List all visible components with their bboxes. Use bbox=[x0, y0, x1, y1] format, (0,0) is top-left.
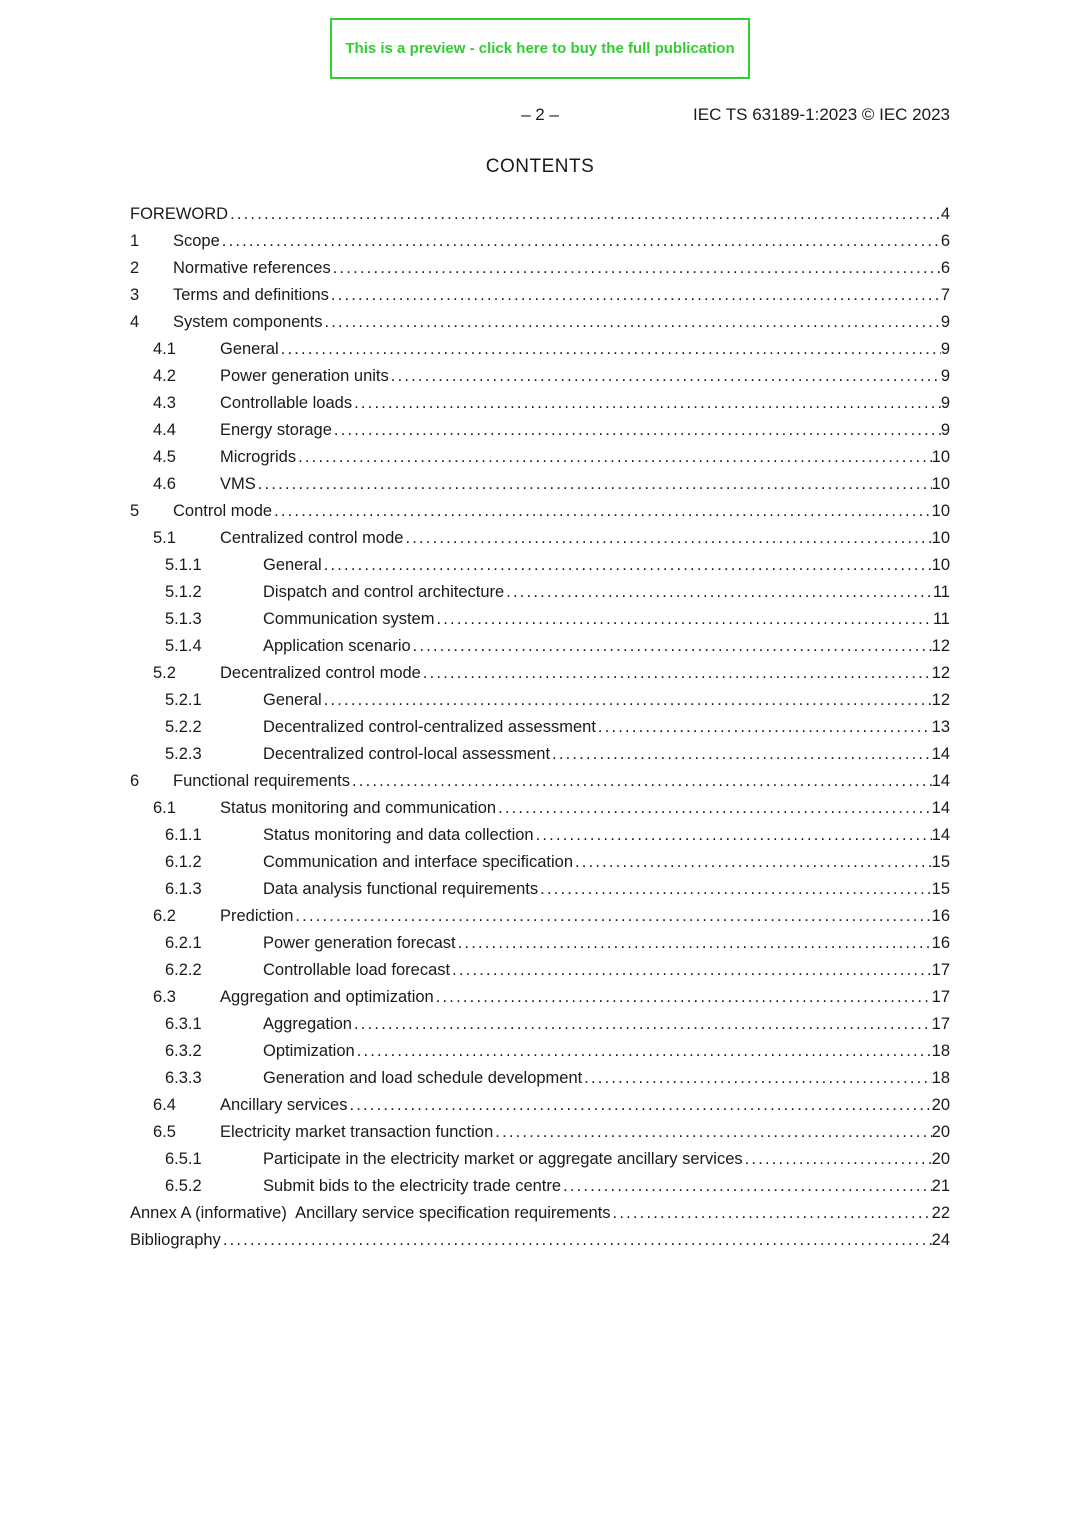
toc-dot-leader bbox=[496, 795, 932, 822]
toc-dot-leader bbox=[534, 822, 932, 849]
toc-entry-number: 5.1.4 bbox=[165, 637, 202, 655]
toc-entry bbox=[130, 768, 950, 795]
toc-dot-leader bbox=[561, 1173, 932, 1200]
toc-entry bbox=[130, 1011, 950, 1038]
toc-entry bbox=[130, 201, 950, 228]
toc-entry-title: Electricity market transaction function bbox=[220, 1123, 494, 1141]
toc-dot-leader bbox=[322, 309, 940, 336]
toc-entry-title: Scope bbox=[173, 232, 220, 250]
toc-entry-title: Microgrids bbox=[220, 448, 297, 466]
toc-entry-page: 10 bbox=[931, 448, 950, 466]
toc-dot-leader bbox=[256, 471, 932, 498]
toc-entry bbox=[130, 471, 950, 498]
toc-entry-page: 10 bbox=[931, 475, 950, 493]
toc-entry-page: 17 bbox=[931, 988, 950, 1006]
toc-entry-number: 5.2.3 bbox=[165, 745, 202, 763]
toc-entry bbox=[130, 309, 950, 336]
toc-entry-page: 17 bbox=[931, 1015, 950, 1033]
toc-entry bbox=[130, 633, 950, 660]
toc-dot-leader bbox=[350, 768, 932, 795]
toc-entry-title: Control mode bbox=[173, 502, 273, 520]
toc-entry bbox=[130, 714, 950, 741]
toc-entry-title: FOREWORD bbox=[130, 205, 229, 223]
toc-dot-leader bbox=[550, 741, 932, 768]
toc-entry-title: Decentralized control-local assessment bbox=[263, 745, 551, 763]
toc-entry-number: 6.1.1 bbox=[165, 826, 202, 844]
toc-dot-leader bbox=[434, 984, 932, 1011]
toc-entry-title: System components bbox=[173, 313, 323, 331]
toc-dot-leader bbox=[329, 282, 941, 309]
toc-entry-title: Generation and load schedule development bbox=[263, 1069, 583, 1087]
toc-entry-number: 6.5.1 bbox=[165, 1150, 202, 1168]
toc-entry-page: 22 bbox=[931, 1204, 950, 1222]
toc-dot-leader bbox=[352, 1011, 932, 1038]
toc-entry-number: 5.1.3 bbox=[165, 610, 202, 628]
toc-entry-title: Controllable load forecast bbox=[263, 961, 451, 979]
toc-entry bbox=[130, 282, 950, 309]
toc-entry bbox=[130, 1173, 950, 1200]
toc-entry-number: 5.2.2 bbox=[165, 718, 202, 736]
toc-entry-number: 6.2.2 bbox=[165, 961, 202, 979]
toc-entry-page: 16 bbox=[931, 907, 950, 925]
toc-entry-page: 9 bbox=[940, 340, 950, 358]
toc-entry-page: 13 bbox=[931, 718, 950, 736]
toc-entry-number: 5.2 bbox=[153, 664, 176, 682]
toc-dot-leader bbox=[322, 552, 932, 579]
toc-entry-title: Energy storage bbox=[220, 421, 332, 439]
toc-dot-leader bbox=[743, 1146, 932, 1173]
toc-entry-page: 20 bbox=[931, 1150, 950, 1168]
toc-entry-page: 9 bbox=[940, 394, 950, 412]
toc-entry bbox=[130, 228, 950, 255]
toc-entry bbox=[130, 795, 950, 822]
toc-entry bbox=[130, 1092, 950, 1119]
toc-entry bbox=[130, 390, 950, 417]
toc-entry-number: 6.5 bbox=[153, 1123, 176, 1141]
toc-entry-title: Annex A (informative) Ancillary service specification requirements bbox=[130, 1204, 611, 1222]
toc-entry-number: 2 bbox=[130, 259, 140, 277]
toc-dot-leader bbox=[611, 1200, 932, 1227]
toc-entry-title: Controllable loads bbox=[220, 394, 353, 412]
toc-entry bbox=[130, 1065, 950, 1092]
toc-dot-leader bbox=[573, 849, 932, 876]
toc-entry-number: 6.3.2 bbox=[165, 1042, 202, 1060]
toc-dot-leader bbox=[220, 228, 941, 255]
toc-entry-page: 6 bbox=[940, 232, 950, 250]
toc-entry bbox=[130, 1227, 950, 1254]
toc-entry-title: Power generation forecast bbox=[263, 934, 456, 952]
toc-entry-title: Prediction bbox=[220, 907, 294, 925]
toc-entry-number: 6.5.2 bbox=[165, 1177, 202, 1195]
toc-entry bbox=[130, 876, 950, 903]
toc-entry-number: 6 bbox=[130, 772, 140, 790]
toc-dot-leader bbox=[331, 255, 941, 282]
toc-entry bbox=[130, 1200, 950, 1227]
toc-dot-leader bbox=[293, 903, 931, 930]
toc-entry-page: 16 bbox=[931, 934, 950, 952]
toc-entry-page: 20 bbox=[931, 1096, 950, 1114]
toc-entry bbox=[130, 660, 950, 687]
toc-entry-title: Dispatch and control architecture bbox=[263, 583, 505, 601]
toc bbox=[130, 201, 950, 1254]
running-header bbox=[0, 105, 1080, 125]
preview-banner bbox=[330, 18, 750, 79]
toc-entry-page: 24 bbox=[931, 1231, 950, 1249]
toc-entry bbox=[130, 822, 950, 849]
toc-entry-number: 1 bbox=[130, 232, 140, 250]
toc-entry-number: 6.3.1 bbox=[165, 1015, 202, 1033]
toc-entry-title: Optimization bbox=[263, 1042, 355, 1060]
toc-dot-leader bbox=[596, 714, 932, 741]
toc-dot-leader bbox=[228, 201, 941, 228]
toc-entry-page: 9 bbox=[940, 421, 950, 439]
toc-entry bbox=[130, 687, 950, 714]
toc-entry-number: 4.2 bbox=[153, 367, 176, 385]
page-number-marker: – 2 – bbox=[521, 105, 559, 124]
toc-entry-number: 5.1.1 bbox=[165, 556, 202, 574]
toc-entry-title: Ancillary services bbox=[220, 1096, 348, 1114]
toc-dot-leader bbox=[389, 363, 941, 390]
toc-entry-page: 14 bbox=[931, 826, 950, 844]
toc-entry-page: 20 bbox=[931, 1123, 950, 1141]
toc-entry-title: General bbox=[220, 340, 279, 358]
toc-entry-page: 21 bbox=[931, 1177, 950, 1195]
toc-entry-page: 10 bbox=[931, 502, 950, 520]
toc-entry-number: 5 bbox=[130, 502, 140, 520]
toc-entry bbox=[130, 1038, 950, 1065]
toc-dot-leader bbox=[450, 957, 932, 984]
toc-entry-title: Bibliography bbox=[130, 1231, 221, 1249]
toc-entry-title: Status monitoring and communication bbox=[220, 799, 497, 817]
toc-entry-title: Centralized control mode bbox=[220, 529, 404, 547]
toc-dot-leader bbox=[347, 1092, 931, 1119]
toc-entry-title: Data analysis functional requirements bbox=[263, 880, 539, 898]
toc-entry-number: 6.1.2 bbox=[165, 853, 202, 871]
toc-dot-leader bbox=[493, 1119, 931, 1146]
buy-full-publication-link[interactable]: This is a preview - click here to buy the full publication bbox=[345, 40, 735, 57]
document-reference: IEC TS 63189-1:2023 © IEC 2023 bbox=[693, 105, 950, 124]
toc-entry-number: 6.3 bbox=[153, 988, 176, 1006]
toc-entry bbox=[130, 525, 950, 552]
toc-dot-leader bbox=[582, 1065, 931, 1092]
toc-entry bbox=[130, 417, 950, 444]
toc-dot-leader bbox=[456, 930, 932, 957]
toc-entry-page: 15 bbox=[931, 880, 950, 898]
toc-entry-title: Decentralized control-centralized assessment bbox=[263, 718, 596, 736]
toc-entry-page: 10 bbox=[931, 529, 950, 547]
toc-entry-title: Submit bids to the electricity trade centre bbox=[263, 1177, 562, 1195]
toc-entry bbox=[130, 552, 950, 579]
toc-entry-page: 17 bbox=[931, 961, 950, 979]
toc-entry-title: Functional requirements bbox=[173, 772, 351, 790]
toc-entry bbox=[130, 957, 950, 984]
toc-entry-page: 7 bbox=[940, 286, 950, 304]
toc-entry bbox=[130, 498, 950, 525]
toc-entry-number: 6.2.1 bbox=[165, 934, 202, 952]
toc-dot-leader bbox=[332, 417, 941, 444]
toc-entry-page: 14 bbox=[931, 799, 950, 817]
toc-entry-number: 6.4 bbox=[153, 1096, 176, 1114]
toc-entry bbox=[130, 903, 950, 930]
toc-entry-page: 14 bbox=[931, 745, 950, 763]
toc-dot-leader bbox=[403, 525, 931, 552]
toc-dot-leader bbox=[279, 336, 941, 363]
toc-entry-title: Aggregation bbox=[263, 1015, 352, 1033]
toc-entry-title: General bbox=[263, 691, 322, 709]
toc-entry-title: Application scenario bbox=[263, 637, 411, 655]
toc-entry-number: 4.1 bbox=[153, 340, 176, 358]
toc-entry-number: 4.3 bbox=[153, 394, 176, 412]
toc-dot-leader bbox=[355, 1038, 932, 1065]
toc-dot-leader bbox=[411, 633, 932, 660]
toc-entry-page: 9 bbox=[940, 313, 950, 331]
toc-entry bbox=[130, 984, 950, 1011]
toc-dot-leader bbox=[272, 498, 932, 525]
toc-entry-page: 18 bbox=[931, 1069, 950, 1087]
toc-dot-leader bbox=[296, 444, 932, 471]
toc-dot-leader bbox=[538, 876, 931, 903]
toc-entry-page: 15 bbox=[931, 853, 950, 871]
toc-entry-page: 11 bbox=[932, 583, 950, 601]
toc-entry-page: 11 bbox=[932, 610, 950, 628]
toc-entry-title: VMS bbox=[220, 475, 256, 493]
toc-entry bbox=[130, 336, 950, 363]
toc-entry-page: 9 bbox=[940, 367, 950, 385]
toc-entry-page: 18 bbox=[931, 1042, 950, 1060]
toc-entry-title: Power generation units bbox=[220, 367, 389, 385]
toc-entry-page: 14 bbox=[931, 772, 950, 790]
toc-entry-page: 12 bbox=[931, 664, 950, 682]
toc-entry-title: General bbox=[263, 556, 322, 574]
toc-entry-title: Decentralized control mode bbox=[220, 664, 421, 682]
toc-entry-title: Communication and interface specification bbox=[263, 853, 573, 871]
toc-entry bbox=[130, 363, 950, 390]
toc-entry-number: 6.1.3 bbox=[165, 880, 202, 898]
toc-entry-number: 5.2.1 bbox=[165, 691, 202, 709]
toc-entry bbox=[130, 1119, 950, 1146]
toc-entry-number: 4 bbox=[130, 313, 140, 331]
toc-entry-page: 12 bbox=[931, 691, 950, 709]
toc-dot-leader bbox=[352, 390, 941, 417]
toc-entry-page: 4 bbox=[940, 205, 950, 223]
toc-entry-number: 4.5 bbox=[153, 448, 176, 466]
toc-entry-number: 6.1 bbox=[153, 799, 176, 817]
toc-entry bbox=[130, 579, 950, 606]
toc-entry-number: 6.2 bbox=[153, 907, 176, 925]
toc-entry bbox=[130, 930, 950, 957]
toc-entry-number: 4.4 bbox=[153, 421, 176, 439]
toc-entry-title: Participate in the electricity market or aggregate ancillary services bbox=[263, 1150, 743, 1168]
toc-entry-number: 4.6 bbox=[153, 475, 176, 493]
toc-entry-number: 5.1 bbox=[153, 529, 176, 547]
toc-entry-number: 3 bbox=[130, 286, 140, 304]
toc-dot-leader bbox=[221, 1227, 932, 1254]
toc-entry-title: Status monitoring and data collection bbox=[263, 826, 534, 844]
toc-entry bbox=[130, 606, 950, 633]
toc-entry bbox=[130, 1146, 950, 1173]
toc-entry-number: 6.3.3 bbox=[165, 1069, 202, 1087]
toc-entry-title: Communication system bbox=[263, 610, 435, 628]
toc-entry bbox=[130, 741, 950, 768]
toc-entry bbox=[130, 444, 950, 471]
toc-entry-page: 10 bbox=[931, 556, 950, 574]
toc-dot-leader bbox=[504, 579, 933, 606]
toc-dot-leader bbox=[322, 687, 932, 714]
toc-entry bbox=[130, 255, 950, 282]
toc-entry-page: 12 bbox=[931, 637, 950, 655]
toc-dot-leader bbox=[434, 606, 932, 633]
toc-entry bbox=[130, 849, 950, 876]
toc-entry-page: 6 bbox=[940, 259, 950, 277]
toc-entry-title: Normative references bbox=[173, 259, 331, 277]
toc-entry-number: 5.1.2 bbox=[165, 583, 202, 601]
contents-title: CONTENTS bbox=[485, 156, 595, 177]
toc-dot-leader bbox=[421, 660, 932, 687]
toc-entry-title: Aggregation and optimization bbox=[220, 988, 434, 1006]
toc-entry-title: Terms and definitions bbox=[173, 286, 329, 304]
